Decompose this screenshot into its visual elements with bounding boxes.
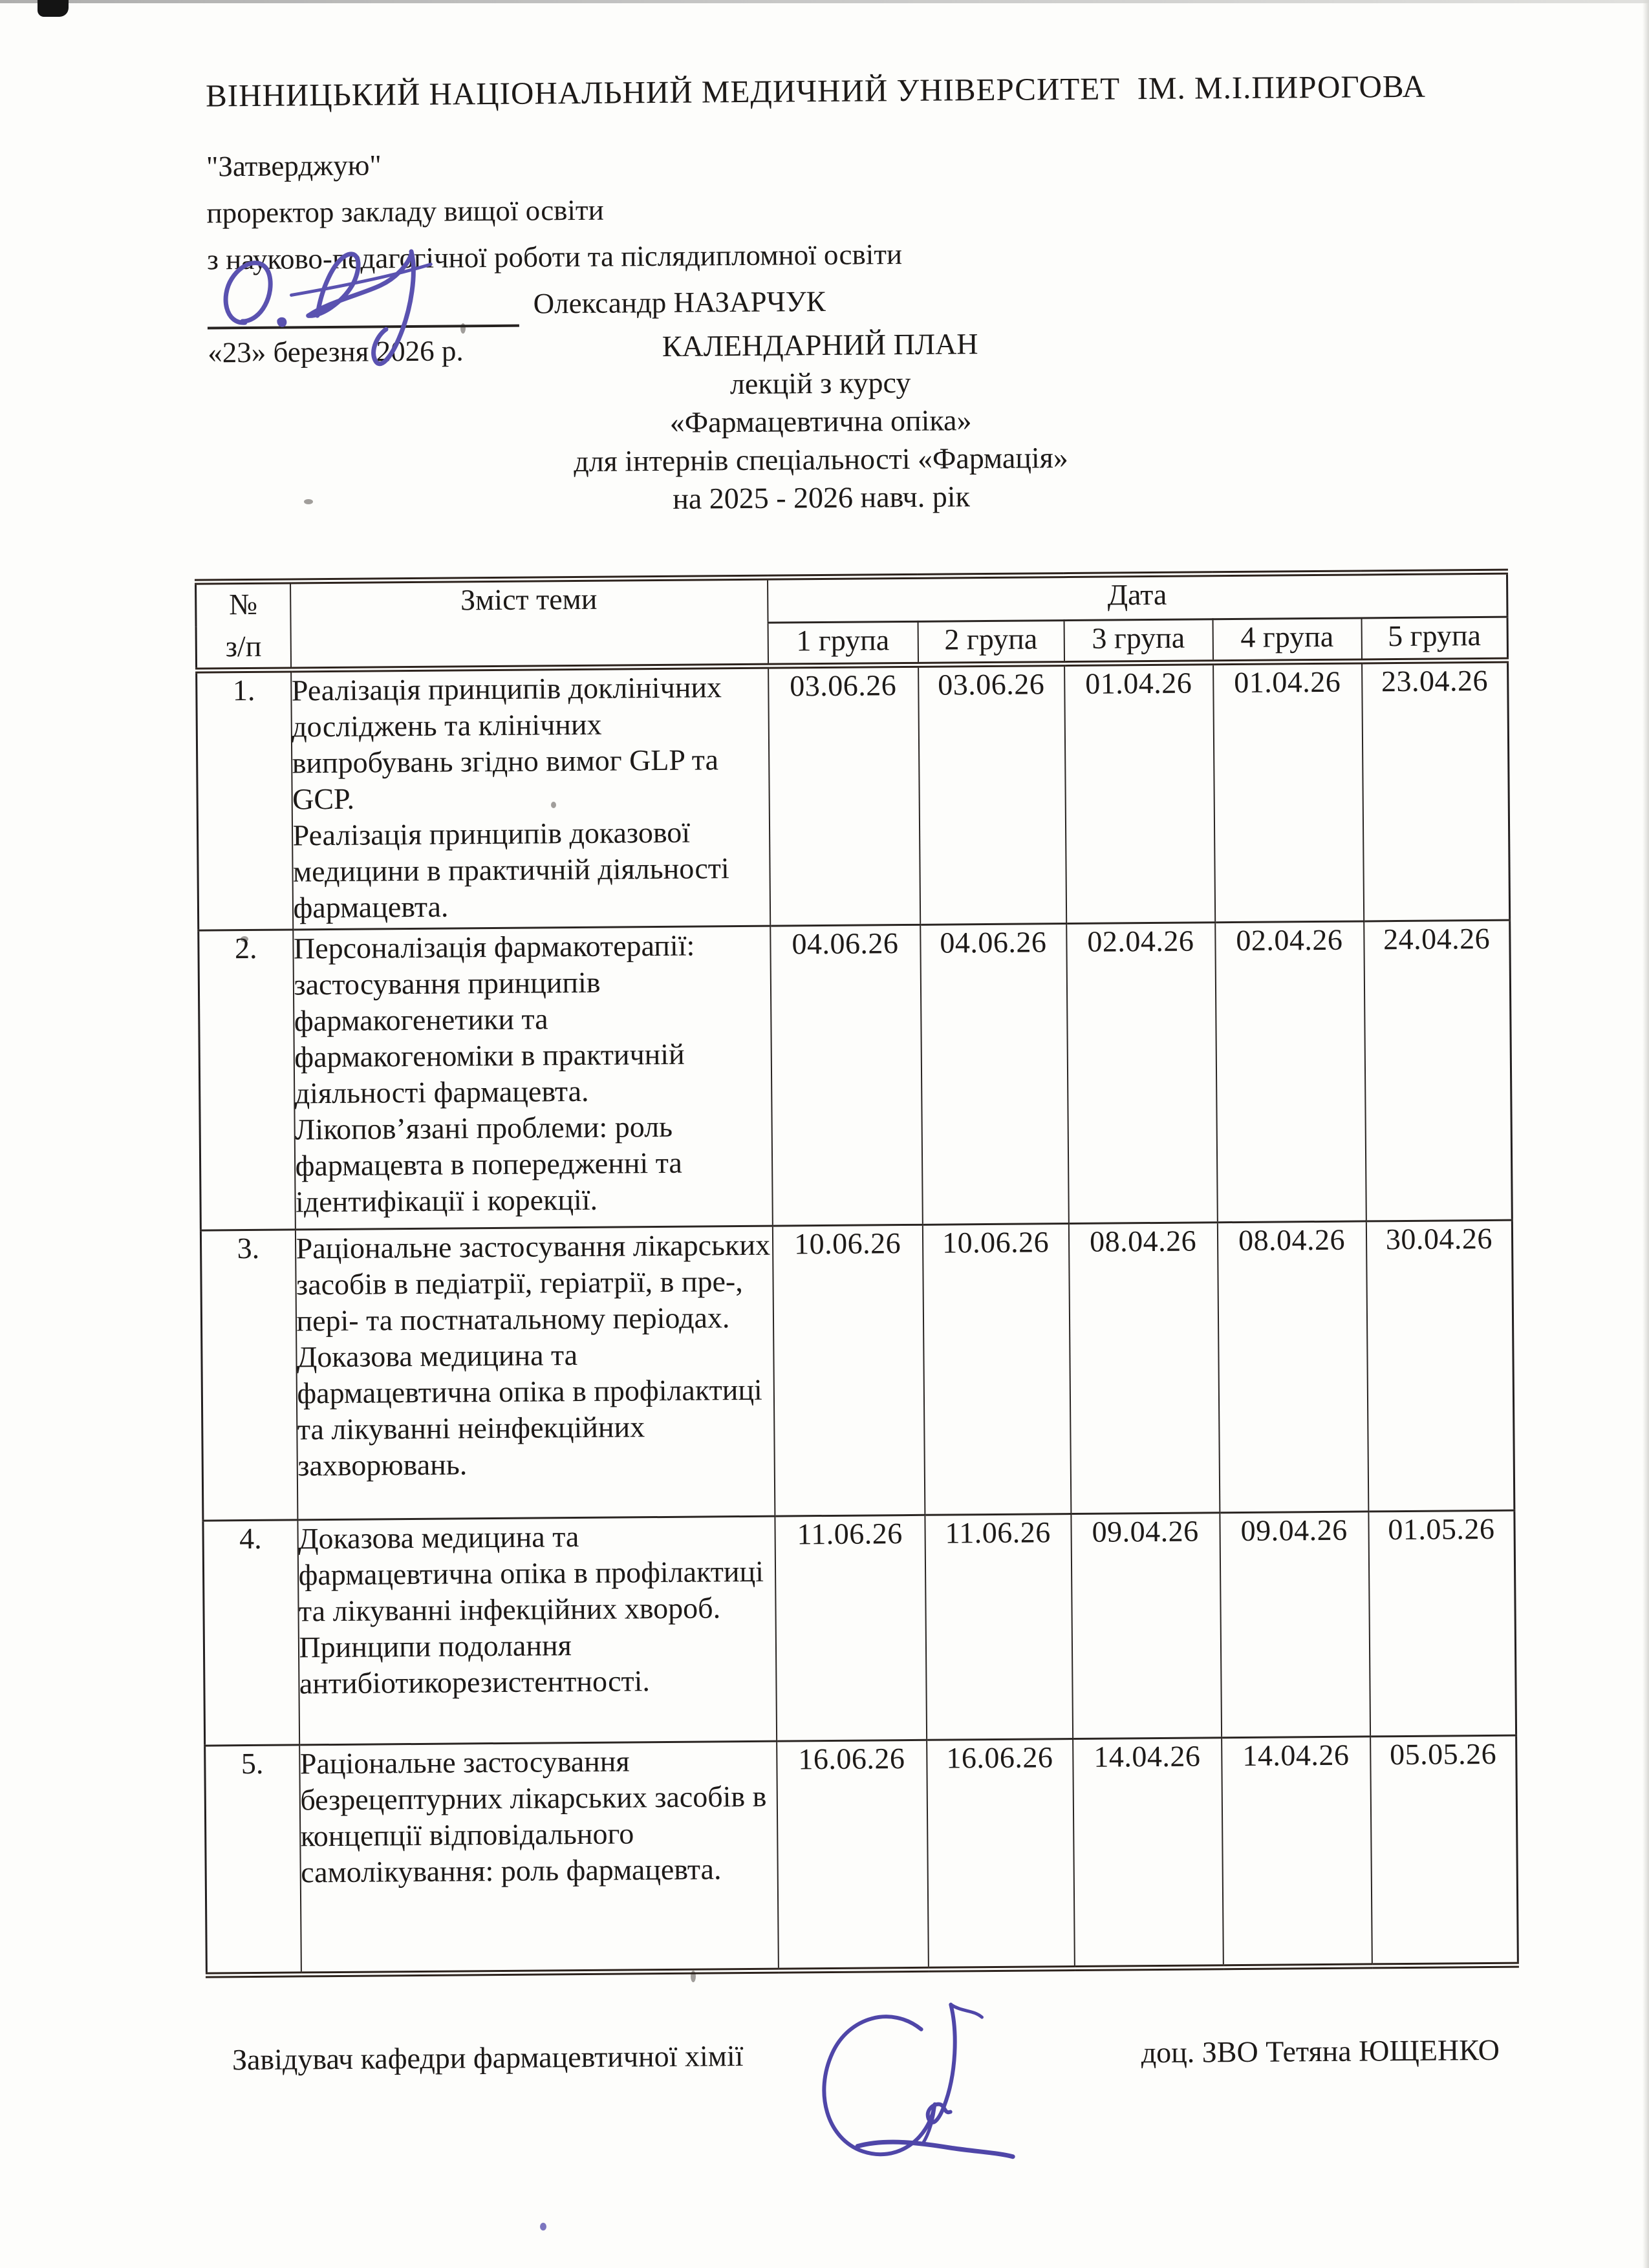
col-header-date: Дата (767, 572, 1507, 623)
rector-signature (194, 217, 493, 381)
row-date: 10.06.26 (922, 1224, 1071, 1515)
row-date: 14.04.26 (1222, 1737, 1372, 1967)
col-header-group-5: 5 група (1361, 617, 1508, 661)
row-date: 03.06.26 (918, 664, 1066, 925)
approval-date: «23» березня 2026 р. (208, 334, 464, 369)
approval-signature-row (207, 277, 902, 329)
row-date: 03.06.26 (768, 665, 920, 926)
col-header-number-top: № (228, 587, 258, 621)
approval-quote: "Затверджую" (206, 149, 382, 183)
row-num: 2. (199, 930, 296, 1230)
department-head-name: доц. ЗВО Тетяна ЮЩЕНКО (1141, 2033, 1500, 2070)
row-date: 08.04.26 (1068, 1223, 1220, 1514)
row-topic: Персоналізація фармакотерапії: застосування принципів фармакогенетики та фармакогеноміки в практичній діяльності фармацевта. Лікопов’язані проблеми: роль фармацевта в попередженні та ідентифікації і корекції. (293, 926, 773, 1230)
row-date: 02.04.26 (1066, 923, 1218, 1224)
row-date: 09.04.26 (1071, 1513, 1222, 1739)
col-header-group-4: 4 група (1212, 618, 1362, 663)
table-row (203, 1510, 1516, 1746)
row-date: 01.04.26 (1213, 661, 1364, 923)
university-title: ВІННИЦЬКИЙ НАЦІОНАЛЬНИЙ МЕДИЧНИЙ УНІВЕРСИТЕТ ІМ. М.І.ПИРОГОВА (205, 68, 1427, 114)
title-line-4: для інтернів спеціальності «Фармація» (574, 441, 1069, 478)
row-date: 16.06.26 (777, 1740, 929, 1971)
row-date: 11.06.26 (775, 1515, 927, 1741)
title-line-5: на 2025 - 2026 навч. рік (673, 480, 971, 515)
row-date: 04.06.26 (770, 925, 923, 1226)
row-date: 08.04.26 (1217, 1221, 1368, 1513)
col-header-number-bottom: з/п (225, 629, 262, 663)
row-topic: Раціональне застосування лікарських засобів в педіатрії, геріатрії, в пре-, пері- та постнатальному періодах. Доказова медицина та фармацевтична опіка в профілактиці та лікуванні неінфекційних захворювань. (295, 1226, 775, 1520)
department-head-signature (794, 1990, 1028, 2179)
col-header-number (196, 581, 291, 670)
row-date: 24.04.26 (1364, 920, 1513, 1221)
title-line-1: КАЛЕНДАРНИЙ ПЛАН (662, 327, 978, 363)
row-topic: Реалізація принципів доклінічних досліджень та клінічних випробувань згідно вимог GLP та GCP. Реалізація принципів доказової медицини в практичній діяльності фармацевта. (291, 666, 770, 930)
row-date: 09.04.26 (1220, 1512, 1370, 1738)
row-num: 3. (200, 1230, 297, 1521)
row-date: 01.04.26 (1064, 663, 1215, 924)
title-line-2: лекцій з курсу (729, 365, 911, 401)
row-num: 5. (205, 1745, 301, 1975)
row-date: 02.04.26 (1215, 921, 1366, 1223)
row-date: 14.04.26 (1073, 1738, 1223, 1969)
row-topic: Раціональне застосування безрецептурних лікарських засобів в концепції відповідального самолікування: роль фармацевта. (299, 1741, 779, 1974)
approval-position-line2: з науково-педагогічної роботи та післядипломної освіти (206, 238, 903, 276)
col-header-group-3: 3 група (1064, 619, 1213, 663)
row-date: 10.06.26 (772, 1225, 925, 1516)
row-date: 16.06.26 (927, 1739, 1075, 1970)
row-date: 04.06.26 (920, 924, 1069, 1225)
approval-signer-name: Олександр НАЗАРЧУК (533, 284, 826, 320)
row-date: 30.04.26 (1366, 1220, 1514, 1512)
row-date: 11.06.26 (925, 1514, 1073, 1740)
table-row (200, 1220, 1514, 1521)
department-head-label: Завідувач кафедри фармацевтичної хімії (232, 2039, 744, 2077)
row-num: 1. (197, 670, 293, 930)
row-date: 05.05.26 (1370, 1735, 1518, 1966)
row-topic: Доказова медицина та фармацевтична опіка в профілактиці та лікуванні інфекційних хвороб. Принципи подолання антибіотикорезистентності. (297, 1516, 777, 1745)
row-date: 01.05.26 (1368, 1510, 1516, 1737)
col-header-group-2: 2 група (918, 620, 1064, 665)
col-header-topic: Зміст теми (290, 577, 768, 670)
approval-position-line1: проректор закладу вищої освіти (206, 193, 604, 230)
lecture-schedule-table (195, 569, 1519, 1978)
col-header-group-1: 1 група (768, 621, 918, 666)
title-line-3: «Фармацевтична опіка» (669, 403, 972, 439)
row-date: 23.04.26 (1362, 660, 1510, 921)
table-row (197, 660, 1510, 930)
row-num: 4. (203, 1520, 299, 1746)
table-row (199, 920, 1513, 1230)
table-row (205, 1735, 1518, 1975)
